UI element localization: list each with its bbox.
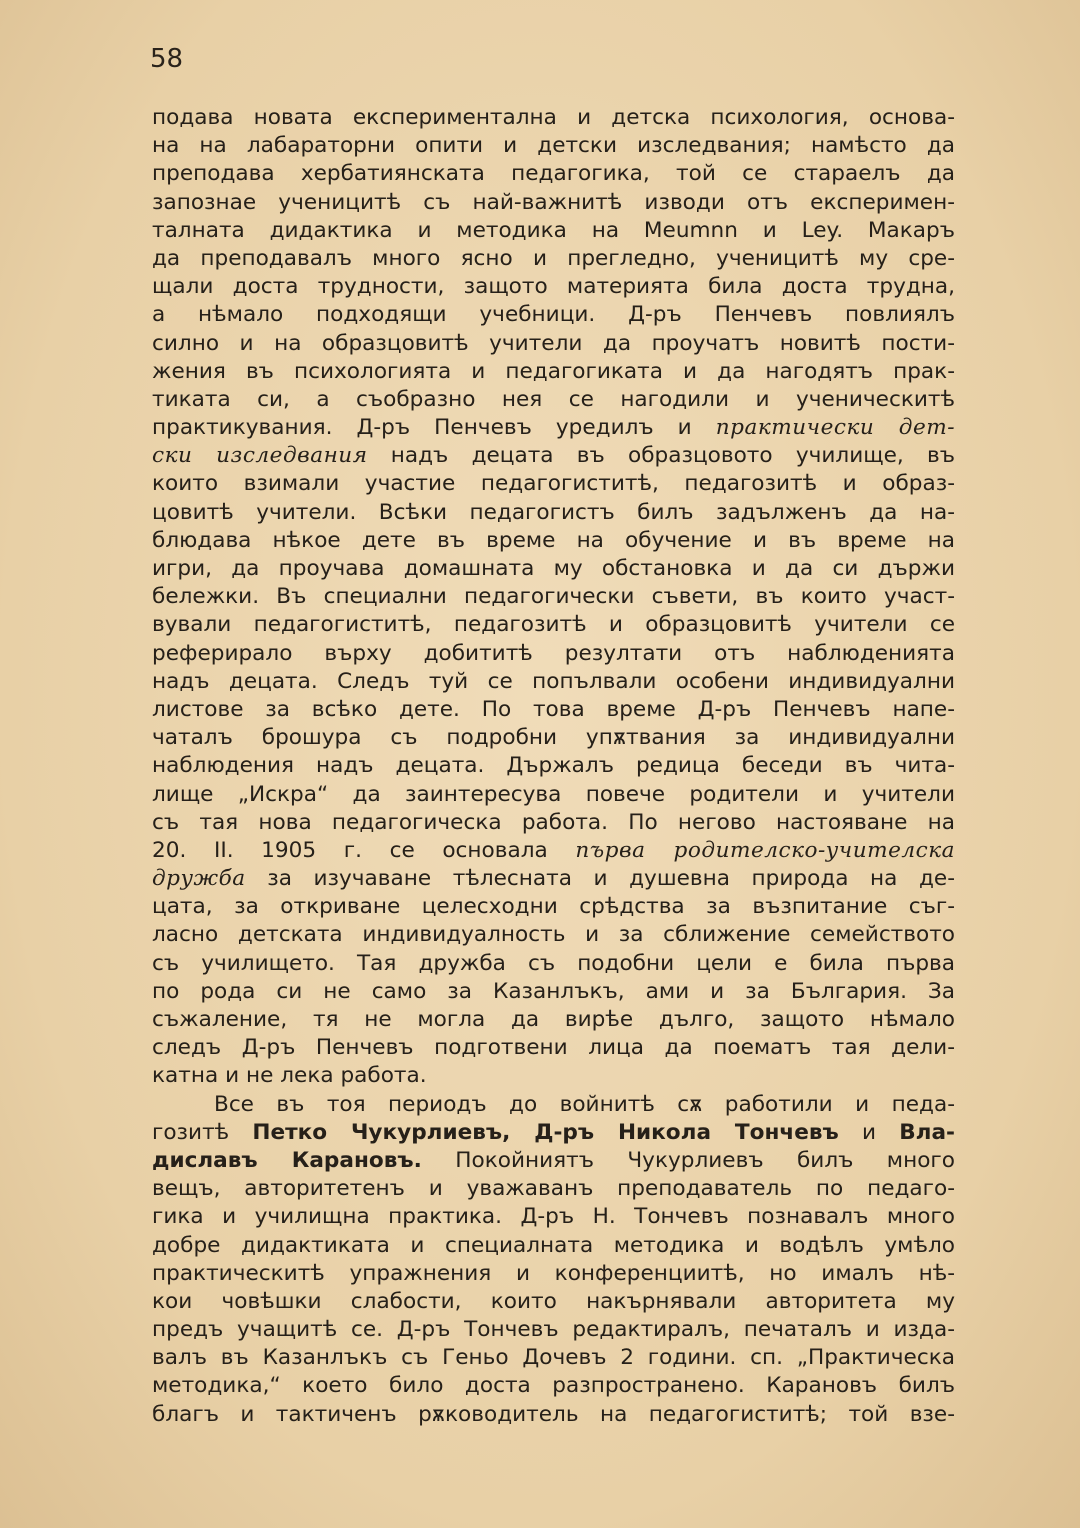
text-line: практическитѣ упражнения и конференциитѣ, но ималъ нѣ- (152, 1260, 955, 1286)
text-run: гозитѣ (152, 1119, 253, 1145)
text-line: тиката си, а съобразно нея се нагодили и ученическитѣ (152, 386, 955, 412)
text-line: блюдава нѣкое дете въ време на обучение и въ време на (152, 527, 955, 553)
text-line: предъ учащитѣ се. Д-ръ Тончевъ редактиралъ, печаталъ и изда- (152, 1317, 955, 1343)
text-line: бележки. Въ специални педагогически съвети, въ които участ- (152, 584, 955, 610)
text-line: съ училището. Тая дружба съ подобни цели е била първа (152, 950, 955, 976)
italic-emphasis: ски изследвания (152, 443, 368, 469)
body-text (152, 104, 955, 1429)
text-run: 20. II. 1905 г. се основала (152, 837, 576, 863)
text-line: наблюдения надъ децата. Държалъ редица беседи въ чита- (152, 753, 955, 779)
text-line: съ тая нова педагогическа работа. По негово настояване на (152, 809, 955, 835)
italic-emphasis: дружба (152, 866, 246, 892)
text-line: щали доста трудности, защото материята била доста трудна, (152, 274, 955, 300)
text-line: методика,“ което било доста разпространено. Карановъ билъ (152, 1373, 955, 1399)
text-line: следъ Д-ръ Пенчевъ подготвени лица да поематъ тая дели- (152, 1035, 955, 1061)
text-line: съжаление, тя не могла да вирѣе дълго, защото нѣмало (152, 1007, 955, 1032)
text-line: чаталъ брошура съ подробни упѫтвания за индивидуални (152, 725, 955, 751)
text-line: ласно детската индивидуалность и за сближение семейството (152, 922, 955, 948)
paragraph-2 (152, 1091, 955, 1429)
text-run: Покойниятъ Чукурлиевъ билъ много (421, 1147, 955, 1173)
text-line: добре дидактиката и специалната методика и водѣлъ умѣло (152, 1232, 955, 1258)
text-line: вещъ, авторитетенъ и уважаванъ преподаватель по педаго- (152, 1176, 955, 1202)
text-line (152, 865, 955, 893)
text-run: и (838, 1119, 900, 1145)
text-line: цовитѣ учители. Всѣки педагогистъ билъ задълженъ да на- (152, 499, 955, 525)
text-line (152, 1147, 955, 1175)
text-run: практикувания. Д-ръ Пенчевъ уредилъ и (152, 415, 716, 441)
text-line: а нѣмало подходящи учебници. Д-ръ Пенчевъ повлиялъ (152, 302, 955, 328)
text-line: вували педагогиститѣ, педагозитѣ и образцовитѣ учители се (152, 612, 955, 638)
text-line: цата, за откриване целесходни срѣдства за възпитание съг- (152, 894, 955, 920)
bold-names: диславъ Карановъ. (152, 1147, 422, 1173)
text-line: катна и не лека работа. (152, 1063, 427, 1089)
text-line (152, 442, 955, 470)
text-line: Все въ тоя периодъ до войнитѣ сѫ работили и педа- (214, 1091, 955, 1117)
text-line: на на лабараторни опити и детски изследвания; намѣсто да (152, 133, 955, 159)
text-line: талната дидактика и методика на Meumnn и Ley. Макаръ (152, 217, 955, 243)
text-line: благъ и тактиченъ рѫководитель на педагогиститѣ; той взе- (152, 1401, 955, 1427)
text-line: валъ въ Казанлъкъ съ Геньо Дочевъ 2 години. сп. „Практическа (152, 1345, 955, 1371)
italic-emphasis: практически дет- (715, 415, 956, 441)
text-run: надъ децата въ образцовото училище, въ (367, 443, 955, 469)
text-line: подава новата експериментална и детска психология, основа- (152, 105, 955, 130)
paragraph-1 (152, 104, 955, 1091)
text-line: гика и училищна практика. Д-ръ Н. Тончевъ познавалъ много (152, 1204, 955, 1230)
text-line (152, 414, 955, 442)
text-line: по рода си не само за Казанлъкъ, ами и за България. За (152, 978, 955, 1004)
text-line: игри, да проучава домашната му обстановка и да си държи (152, 556, 955, 581)
text-line: реферирало върху добититѣ резултати отъ наблюденията (152, 640, 955, 666)
bold-names: Петко Чукурлиевъ, Д-ръ Никола Тончевъ (252, 1119, 839, 1145)
text-line: запознае ученицитѣ съ най-важнитѣ изводи отъ експеримен- (152, 189, 955, 215)
bold-names: Вла- (899, 1119, 955, 1145)
text-line (152, 1119, 955, 1147)
text-line: кои човѣшки слабости, които накърнявали авторитета му (152, 1288, 955, 1314)
page-number: 58 (150, 44, 184, 74)
text-line: листове за всѣко дете. По това време Д-ръ Пенчевъ напе- (152, 696, 955, 722)
text-line: лище „Искра“ да заинтересува повече родители и учители (152, 781, 955, 807)
text-line (152, 837, 955, 865)
text-line: да преподавалъ много ясно и прегледно, ученицитѣ му сре- (152, 245, 955, 271)
text-line: които взимали участие педагогиститѣ, педагозитѣ и образ- (152, 471, 955, 497)
text-run: за изучаване тѣлесната и душевна природа на де- (245, 866, 955, 892)
italic-emphasis: първа родителско-учителска (575, 837, 955, 863)
text-line: надъ децата. Следъ туй се попълвали особени индивидуални (152, 668, 955, 694)
text-line: преподава хербатиянската педагогика, той се стараелъ да (152, 161, 955, 187)
text-line: силно и на образцовитѣ учители да проучатъ новитѣ пости- (152, 330, 955, 356)
text-line: жения въ психологията и педагогиката и да нагодятъ прак- (152, 358, 955, 384)
